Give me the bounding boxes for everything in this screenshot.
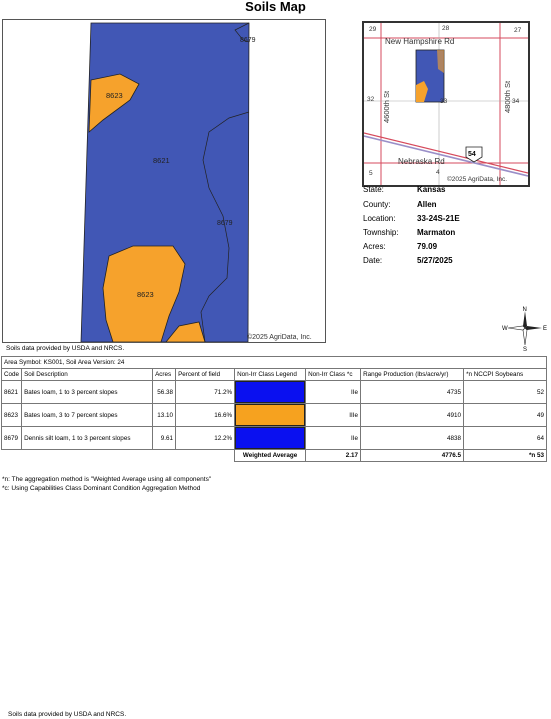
table-row (2, 404, 547, 427)
header-cell: Percent of field (176, 369, 235, 381)
info-value: 79.09 (417, 242, 438, 251)
cell-legend (235, 381, 306, 404)
info-label: Acres: (363, 242, 386, 251)
soils-map-svg (3, 20, 325, 342)
soils-table (1, 356, 547, 462)
location-map[interactable] (362, 21, 530, 187)
cell-pct: 71.2% (176, 381, 235, 404)
cell-class: IIIe (306, 404, 361, 427)
highway-line (364, 136, 528, 176)
cell-code: 8679 (2, 427, 22, 450)
legend-swatch (235, 404, 305, 426)
road-label-west: 4600th St (382, 90, 391, 123)
cell-code: 8621 (2, 381, 22, 404)
info-label: Date: (363, 256, 383, 265)
location-map-svg (364, 23, 528, 185)
legend-swatch (235, 381, 305, 403)
legend-swatch (235, 427, 305, 449)
map-copyright: ©2025 AgriData, Inc. (247, 334, 312, 341)
compass-s: S (523, 347, 528, 351)
road-label-north: New Hampshire Rd (385, 37, 455, 46)
map-label: 8623 (106, 91, 123, 100)
info-value: Allen (417, 200, 437, 209)
cell-class: IIe (306, 381, 361, 404)
map-label: 8679 (240, 37, 256, 44)
info-value: Marmaton (417, 228, 456, 237)
compass-n: N (522, 307, 527, 313)
map-label: 8621 (153, 156, 170, 165)
footnote: *n: The aggregation method is "Weighted Average using all components" (2, 476, 212, 483)
empty-cell (2, 450, 235, 462)
cell-desc: Bates loam, 1 to 3 percent slopes (22, 381, 153, 404)
info-label: State: (363, 185, 384, 194)
source-note: Soils data provided by USDA and NRCS. (6, 345, 125, 352)
compass-icon (502, 305, 548, 351)
area-symbol: Area Symbol: KS001, Soil Area Version: 24 (2, 357, 547, 369)
header-cell: Soil Description (22, 369, 153, 381)
section-number: 34 (512, 98, 520, 105)
section-number: 29 (369, 26, 377, 33)
cell-range: 4838 (361, 427, 464, 450)
info-value: Kansas (417, 185, 446, 194)
weighted-nccpi: *n 53 (464, 450, 547, 462)
road-label-south: Nebraska Rd (398, 157, 445, 166)
cell-class: IIe (306, 427, 361, 450)
section-number: 28 (442, 25, 450, 32)
section-number: 5 (369, 170, 373, 177)
table-row (2, 381, 547, 404)
header-cell: Range Production (lbs/acre/yr) (361, 369, 464, 381)
section-number: 27 (514, 27, 522, 34)
footnote: *c: Using Capabilities Class Dominant Condition Aggregation Method (2, 485, 201, 492)
header-cell: *n NCCPI Soybeans (464, 369, 547, 381)
cell-nccpi: 49 (464, 404, 547, 427)
info-label: County: (363, 200, 391, 209)
cell-range: 4735 (361, 381, 464, 404)
info-value: 5/27/2025 (417, 256, 453, 265)
info-label: Location: (363, 214, 396, 223)
table-row (2, 427, 547, 450)
cell-acres: 56.38 (153, 381, 176, 404)
cell-acres: 9.61 (153, 427, 176, 450)
header-cell: Acres (153, 369, 176, 381)
cell-range: 4910 (361, 404, 464, 427)
cell-desc: Dennis silt loam, 1 to 3 percent slopes (22, 427, 153, 450)
map-label: 8623 (137, 290, 154, 299)
compass-e: E (543, 326, 548, 332)
cell-pct: 16.6% (176, 404, 235, 427)
header-cell: Code (2, 369, 22, 381)
cell-code: 8623 (2, 404, 22, 427)
weighted-average-row (2, 450, 547, 462)
header-cell: Non-Irr Class *c (306, 369, 361, 381)
weighted-class: 2.17 (306, 450, 361, 462)
highway-number: 54 (468, 151, 476, 158)
section-number: 4 (436, 169, 440, 176)
table-header-row (2, 369, 547, 381)
page-title: Soils Map (245, 0, 306, 14)
info-value: 33-24S-21E (417, 214, 460, 223)
weighted-range: 4776.5 (361, 450, 464, 462)
cell-nccpi: 52 (464, 381, 547, 404)
soils-map[interactable] (2, 19, 326, 343)
road-label-east: 4800th St (503, 80, 512, 113)
weighted-label: Weighted Average (235, 450, 306, 462)
cell-legend (235, 427, 306, 450)
compass-rose (502, 305, 548, 351)
info-label: Township: (363, 228, 399, 237)
cell-legend (235, 404, 306, 427)
section-number: 32 (367, 96, 375, 103)
section-number: 33 (440, 98, 448, 105)
cell-pct: 12.2% (176, 427, 235, 450)
location-map-copyright: ©2025 AgriData, Inc. (447, 176, 508, 183)
cell-desc: Bates loam, 3 to 7 percent slopes (22, 404, 153, 427)
highway-line (364, 133, 528, 173)
source-note-footer: Soils data provided by USDA and NRCS. (8, 711, 127, 718)
compass-w: W (502, 326, 508, 332)
map-label: 8679 (217, 220, 233, 227)
cell-acres: 13.10 (153, 404, 176, 427)
header-cell: Non-Irr Class Legend (235, 369, 306, 381)
cell-nccpi: 64 (464, 427, 547, 450)
